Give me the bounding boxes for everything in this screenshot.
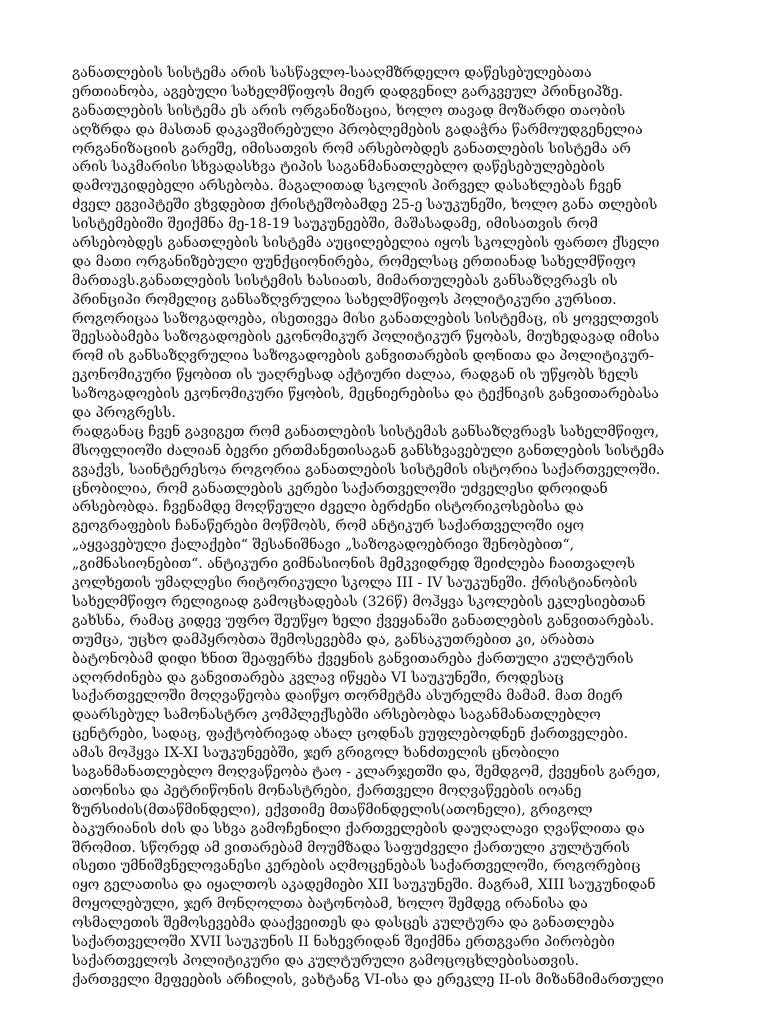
text-line: გახსნა, რამაც კიდევ უფრო შეუწყო ხელი ქვეყანაში განათლების განვითარებას.: [72, 612, 655, 629]
text-line: როგორიცაა საზოგადოება, ისეთივეა მისი განათლების სისტემაც, ის ყოველთვის: [72, 310, 660, 327]
text-line: იყო გელათისა და იყალთოს აკადემიები XII საუკუნეში. მაგრამ, XIII საუკუნიდან: [72, 877, 656, 894]
text-line: ძველ ეგვიპტეში ვხვდებით ქრისტეშობამდე 25-ე საუკუნეში, ხოლო განა თლების: [72, 197, 658, 214]
document-body: [72, 64, 688, 990]
text-line: საქართველოს პოლიტიკური და კულტურული გამოცოცხლებისათვის.: [72, 952, 580, 969]
text-line: საგანმანათლებლო მოღვაწეობა ტაო - კლარჯეთში და, შემდგომ, ქვეყნის გარეთ,: [72, 763, 661, 780]
text-line: შეესაბამება საზოგადოების ეკონომიკურ პოლიტიკურ წყობას, მიუხედავად იმისა: [72, 329, 660, 346]
text-line: და მათი ორგანიზებული ფუნქციონირება, რომელსაც ერთიანად სახელმწიფო: [72, 253, 636, 270]
text-line: განათლების სისტემა ეს არის ორგანიზაცია, ხოლო თავად მოზარდი თაობის: [72, 102, 626, 119]
text-line: ცნობილია, რომ განათლების კერები საქართველოში უძველესი დროიდან: [72, 480, 608, 497]
text-line: მსოფლიოში ძალიან ბევრი ერთმანეთისაგან განსხვავებული განთლების სისტემა: [72, 442, 665, 459]
text-line: საქართველოში XVII საუკუნის II ნახევრიდან შეიქმნა ერთგვარი პირობები: [72, 933, 615, 950]
text-line: გვაქვს, საინტერესოა როგორია განათლების სისტემის ისტორია საქართველოში.: [72, 461, 661, 478]
text-line: ისეთი უმნიშვნელოვანესი კერების აღმოცენებას საქართველოში, როგორებიც: [72, 858, 641, 875]
text-line: დამოუკიდებელი არსებობა. მაგალითად სკოლის პირველ დასახლებას ჩვენ: [72, 178, 622, 195]
text-line: შრომით. სწორედ ამ ვითარებამ მოუმზადა საფუძველი ქართული კულტურის: [72, 839, 630, 856]
text-line: რადგანაც ჩვენ გავიგეთ რომ განათლების სისტემას განსაზღვრავს სახელმწიფო,: [72, 423, 660, 440]
text-line: სახელმწიფო რელიგიად გამოცხადებას (326წ) მოჰყვა სკოლების ეკლესიებთან: [72, 593, 646, 610]
text-line: დაარსებულ სამონასტრო კომპლექსებში არსებობდა საგანმანათლებლო: [72, 707, 601, 724]
text-line: ამას მოჰყვა IX-XI საუკუნეებში, ჯერ გრიგოლ ხანძთელის ცნობილი: [72, 745, 560, 762]
text-line: ერთიანობა, აგებული სახელმწიფოს მიერ დადგენილ გარკვეულ პრინციპზე.: [72, 83, 624, 100]
text-line: აღზრდა და მასთან დაკავშირებული პრობლემების გადაჭრა წარმოუდგენელია: [72, 121, 643, 138]
text-line: აღორძინება და განვითარება კვლავ იწყება VI საუკუნეში, როდესაც: [72, 669, 564, 686]
text-line: ქართველი მეფეების არჩილის, ვახტანგ VI-ისა და ერეკლე II-ის მიზანმიმართული: [72, 971, 664, 988]
text-line: არსებობდა. ჩვენამდე მოღწეული ძველი ბერძენი ისტორიკოსებისა და: [72, 499, 584, 516]
text-line: კოლხეთის უმაღლესი რიტორიკული სკოლა III - IV საუკუნეში. ქრისტიანობის: [72, 575, 638, 592]
text-line: მართავს.განათლების სისტემის ხასიათს, მიმართულებას განსაზღვრავს ის: [72, 272, 618, 289]
text-line: თუმცა, უცხო დამპყრობთა შემოსევებმა და, განსაკუთრებით კი, არაბთა: [72, 631, 595, 648]
text-line: განათლების სისტემა არის სასწავლო-სააღმზრდელო დაწესებულებათა: [72, 65, 592, 81]
text-line: ოსმალეთის შემოსევებმა დააქვეითეს და დასცეს კულტურა და განათლება: [72, 915, 615, 932]
text-line: ცენტრები, სადაც, ფაქტობრივად ახალ ცოდნას ეუფლებოდნენ ქართველები.: [72, 726, 629, 743]
text-line: ბაკურიანის ძის და სხვა გამოჩენილი ქართველების დაუღალავი ღვაწლითა და: [72, 820, 645, 837]
text-line: არსებობდეს განათლების სისტემა აუცილებელია იყოს სკოლების ფართო ქსელი: [72, 235, 660, 252]
text-line: გეოგრაფების ჩანაწერები მოწმობს, რომ ანტიკურ საქართველოში იყო: [72, 518, 584, 535]
text-line: ორგანიზაციის გარეშე, იმისათვის რომ არსებობდეს განათლების სისტემა არ: [72, 140, 631, 157]
text-line: „გიმნასიონებით“. ანტიკური გიმნასიონის მემკვიდრედ შეიძლება ჩაითვალოს: [72, 556, 636, 573]
text-line: პრინციპი რომელიც განსაზღვრულია სახელმწიფოს პოლიტიკური კურსით.: [72, 291, 617, 308]
text-line: და პროგრესს.: [72, 405, 176, 422]
text-line: „აყვავებული ქალაქები“ შესანიშნავი „საზოგადოებრივი შენობებით“,: [72, 537, 575, 554]
text-line: არის საკმარისი სხვადასხვა ტიპის საგანმანათლებლო დაწესებულებების: [72, 159, 605, 176]
text-line: მოყოლებული, ჯერ მონღოლთა ბატონობამ, ხოლო შემდეგ ირანისა და: [72, 896, 588, 913]
text-line: რომ ის განსაზღვრულია საზოგადოების განვითარების დონითა და პოლიტიკურ-: [72, 348, 654, 365]
text-line: ათონისა და პეტრიწონის მონასტრები, ქართველი მოღვაწეების იოანე: [72, 782, 582, 799]
text-line: საქართველოში მოღვაწეობა დაიწყო თორმეტმა ასურელმა მამამ. მათ მიერ: [72, 688, 623, 705]
text-line: საზოგადოების ეკონომიკური წყობის, მეცნიერებისა და ტექნიკის განვითარებასა: [72, 386, 659, 403]
text-line: სისტემებიში შეიქმნა მე-18-19 საუკუნეებში, მაშასადამე, იმისათვის რომ: [72, 216, 598, 233]
text-line: ეკონომიკური წყობით ის უაღრესად აქტიური ძალაა, რადგან ის უწყობს ხელს: [72, 367, 639, 384]
text-line: ზურსიძის(მთაწმინდელი), ექვთიმე მთაწმინდელის(ათონელი), გრიგოლ: [72, 801, 593, 818]
text-line: ბატონობამ დიდი ხნით შეაფერხა ქვეყნის განვითარება ქართული კულტურის: [72, 650, 634, 667]
